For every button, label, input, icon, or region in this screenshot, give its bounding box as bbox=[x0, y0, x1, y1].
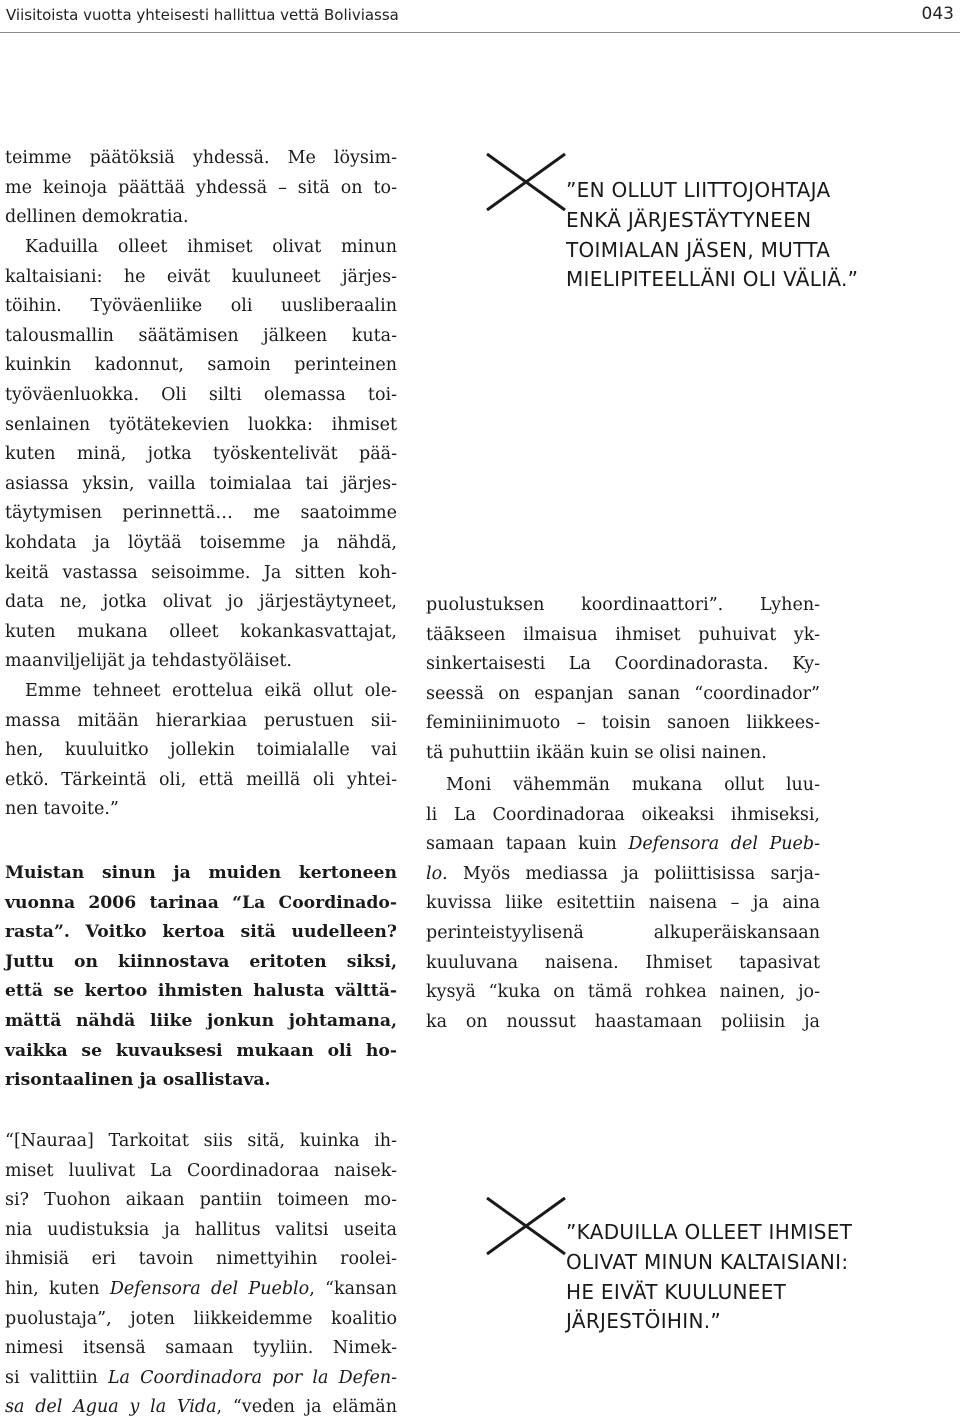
text-line: Kaduilla olleet ihmiset olivat minun bbox=[25, 237, 397, 257]
text-line: vuonna 2006 tarinaa “La Coordinado- bbox=[5, 892, 397, 913]
pull-quote-line: ”KADUILLA OLLEET IHMISET bbox=[566, 1220, 853, 1244]
text-line: hin, kuten Defensora del Pueblo, “kansan bbox=[5, 1278, 397, 1299]
text-line: nen tavoite.” bbox=[5, 799, 119, 820]
text-line: etkö. Tärkeintä oli, että meillä oli yhtei- bbox=[5, 769, 397, 790]
running-header bbox=[0, 0, 960, 33]
pull-quote-line: HE EIVÄT KUULUNEET bbox=[566, 1279, 787, 1304]
text-line: kysyä “kuka on tämä rohkea nainen, jo- bbox=[426, 982, 820, 1003]
text-line: täākseen ilmaisua ihmiset puhuivat yk- bbox=[426, 624, 820, 645]
text-line: dellinen demokratia. bbox=[5, 207, 189, 228]
text-line: kuten minä, jotka työskentelivät pää- bbox=[5, 444, 397, 465]
text-line: sinkertaisesti La Coordinadorasta. Ky- bbox=[426, 654, 820, 675]
text-line: seessä on espanjan sanan “coordinador” bbox=[426, 683, 820, 704]
text-line: kuten mukana olleet kokankasvattajat, bbox=[5, 621, 397, 642]
text-line: mättä nähdä liike jonkun johtamana, bbox=[5, 1010, 397, 1031]
text-line: Juttu on kiinnostava eritoten siksi, bbox=[5, 951, 397, 972]
interview-answer bbox=[5, 1127, 397, 1423]
text-line: maanviljelijät ja tehdastyöläiset. bbox=[5, 651, 292, 672]
text-line: asiassa yksin, vailla toimialaa tai järjes- bbox=[5, 473, 397, 494]
italic-text: Defensora del Pueblo bbox=[109, 1278, 310, 1299]
text-line: feminiinimuoto – toisin sanoen liikkees- bbox=[426, 713, 820, 734]
text-line: me keinoja päättää yhdessä – sitä on to- bbox=[5, 177, 397, 198]
text-line: si? Tuohon aikaan pantiin toimeen mo- bbox=[5, 1190, 397, 1211]
text-line: talousmallin säätämisen jälkeen kuta- bbox=[5, 325, 397, 346]
text-line: lo. Myös mediassa ja poliittisissa sarja- bbox=[426, 863, 820, 884]
pull-quote-line: TOIMIALAN JÄSEN, MUTTA bbox=[566, 237, 831, 262]
text-line: miset luulivat La Coordinadoraa naisek- bbox=[5, 1160, 397, 1181]
pull-quote-2 bbox=[566, 1218, 946, 1337]
text-line: si valittiin La Coordinadora por la Defen- bbox=[5, 1367, 398, 1388]
pull-quote-line: JÄRJESTÖIHIN.” bbox=[566, 1309, 722, 1334]
text-line: samaan tapaan kuin Defensora del Pueb- bbox=[426, 834, 820, 855]
text-line: massa mitään hierarkiaa perustuen sii- bbox=[5, 710, 397, 731]
text-line: työväenluokka. Oli silti olemassa toi- bbox=[5, 384, 397, 405]
text-line: “[Nauraa] Tarkoitat siis sitä, kuinka ih- bbox=[5, 1131, 397, 1151]
pull-quote-1 bbox=[566, 176, 946, 295]
italic-text: La Coordinadora por la Defen- bbox=[107, 1367, 398, 1388]
left-paragraph-3 bbox=[5, 677, 397, 825]
left-paragraph-1 bbox=[5, 144, 397, 233]
text-line: vaikka se kuvauksesi mukaan oli ho- bbox=[5, 1040, 397, 1061]
text-line: kaltaisiani: he eivät kuuluneet järjes- bbox=[5, 266, 397, 287]
left-paragraph-2 bbox=[5, 233, 397, 677]
interview-question bbox=[5, 859, 397, 1096]
text-line: perinteistyylisenä alkuperäiskansaan bbox=[426, 922, 820, 943]
text-line: tä puhuttiin ikään kuin se olisi nainen. bbox=[426, 742, 767, 763]
text-line: hen, kuuluitko jollekin toimialalle vai bbox=[5, 740, 397, 761]
italic-text: sa del Agua y la Vida bbox=[5, 1397, 217, 1418]
text-line: Emme tehneet erottelua eikä ollut ole- bbox=[25, 681, 397, 701]
italic-text: lo bbox=[426, 863, 443, 884]
page-number: 043 bbox=[921, 4, 954, 24]
cross-mark-icon bbox=[484, 1196, 568, 1256]
text-line: Moni vähemmän mukana ollut luu- bbox=[446, 775, 820, 795]
text-line: kuinkin kadonnut, samoin perinteinen bbox=[5, 355, 397, 376]
text-line: töihin. Työväenliike oli uusliberaalin bbox=[5, 296, 397, 317]
running-header-title: Viisitoista vuotta yhteisesti hallittua vettä Boliviassa bbox=[6, 6, 399, 24]
right-paragraph-2 bbox=[426, 771, 820, 1037]
pull-quote-line: ”EN OLLUT LIITTOJOHTAJA bbox=[566, 178, 831, 202]
text-line: nimesi itsensä samaan tyyliin. Nimek- bbox=[5, 1338, 397, 1359]
text-line: teimme päätöksiä yhdessä. Me löysim- bbox=[5, 148, 397, 168]
text-line: li La Coordinadoraa oikeaksi ihmiseksi, bbox=[426, 804, 820, 825]
text-line: rasta”. Voitko kertoa sitä uudelleen? bbox=[5, 922, 397, 943]
pull-quote-line: OLIVAT MINUN KALTAISIANI: bbox=[566, 1249, 849, 1274]
right-paragraph-1 bbox=[426, 591, 820, 769]
text-line: että se kertoo ihmisten halusta välttä- bbox=[5, 981, 397, 1002]
text-line: täytymisen perinnettä… me saatoimme bbox=[5, 503, 397, 524]
text-line: puolustaja”, joten liikkeidemme koalitio bbox=[5, 1308, 397, 1329]
text-line: kuvissa liike esitettiin naisena – ja aina bbox=[426, 893, 820, 914]
pull-quote-line: ENKÄ JÄRJESTÄYTYNEEN bbox=[566, 207, 812, 232]
text-line: data ne, jotka olivat jo järjestäytyneet, bbox=[5, 592, 397, 613]
text-line: nia uudistuksia ja hallitus valitsi useita bbox=[5, 1219, 397, 1240]
text-line: Muistan sinun ja muiden kertoneen bbox=[5, 863, 397, 883]
text-line: senlainen työtätekevien luokka: ihmiset bbox=[5, 414, 397, 435]
text-line: puolustuksen koordinaattori”. Lyhen- bbox=[426, 595, 820, 615]
pull-quote-line: MIELIPITEELLÄNI OLI VÄLIÄ.” bbox=[566, 267, 859, 292]
italic-text: Defensora del Pueb- bbox=[628, 834, 820, 855]
text-line: kuuluvana naisena. Ihmiset tapasivat bbox=[426, 952, 820, 973]
text-line: ihmisiä eri tavoin nimettyihin roolei- bbox=[5, 1249, 397, 1270]
cross-mark-icon bbox=[484, 152, 568, 212]
text-line: sa del Agua y la Vida, “veden ja elämän bbox=[5, 1397, 397, 1418]
text-line: keitä vastassa seisoimme. Ja sitten koh- bbox=[5, 562, 397, 583]
text-line: ka on noussut haastamaan poliisin ja bbox=[426, 1011, 820, 1032]
text-line: risontaalinen ja osallistava. bbox=[5, 1070, 271, 1091]
text-line: kohdata ja löytää toisemme ja nähdä, bbox=[5, 532, 397, 553]
